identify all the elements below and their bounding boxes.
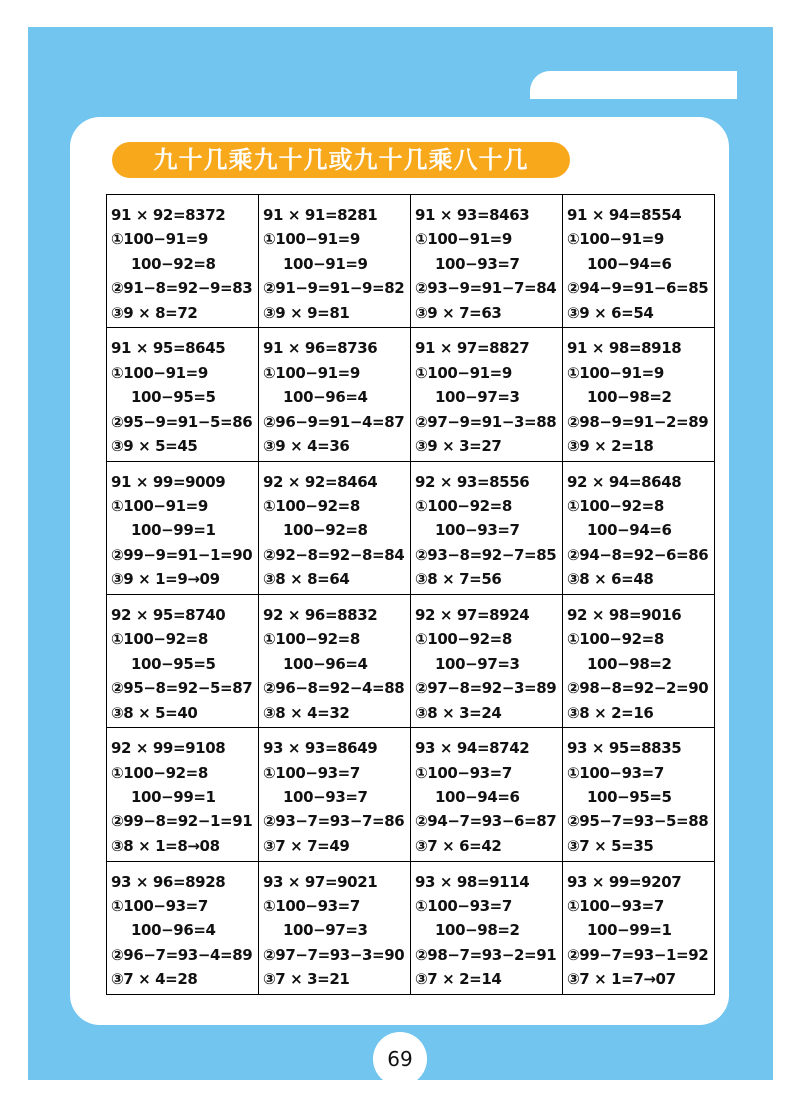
problem-cell (107, 328, 259, 461)
step-two: ②99−8=92−1=91 (111, 812, 253, 831)
step-one-a: ①100−91=9 (567, 363, 664, 382)
step-one-a: ①100−91=9 (111, 230, 208, 249)
step-two: ②93−9=91−7=84 (415, 279, 557, 298)
step-one-b: 100−94=6 (587, 254, 672, 273)
step-one-a: ①100−91=9 (111, 497, 208, 516)
step-three: ③9 × 7=63 (415, 303, 502, 322)
problem-equation: 93 × 98=9114 (415, 872, 530, 891)
problem-grid (106, 194, 715, 995)
step-three: ③9 × 1=9→09 (111, 570, 220, 589)
step-one-a: ①100−93=7 (111, 897, 208, 916)
grid-row (107, 461, 715, 594)
problem-cell (259, 728, 411, 861)
step-one-b: 100−99=1 (131, 788, 216, 807)
step-two: ②94−7=93−6=87 (415, 812, 557, 831)
step-three: ③8 × 7=56 (415, 570, 502, 589)
step-two: ②91−8=92−9=83 (111, 279, 253, 298)
step-one-a: ①100−92=8 (415, 630, 512, 649)
step-one-b: 100−95=5 (131, 388, 216, 407)
step-one-b: 100−94=6 (435, 788, 520, 807)
problem-cell (107, 728, 259, 861)
grid-row (107, 195, 715, 328)
step-one-b: 100−97=3 (435, 654, 520, 673)
problem-equation: 91 × 96=8736 (263, 339, 378, 358)
step-three: ③9 × 5=45 (111, 436, 198, 455)
problem-equation: 92 × 95=8740 (111, 605, 226, 624)
step-one-a: ①100−93=7 (263, 897, 360, 916)
step-one-a: ①100−92=8 (415, 497, 512, 516)
step-three: ③7 × 5=35 (567, 836, 654, 855)
problem-cell (259, 861, 411, 994)
problem-equation: 93 × 96=8928 (111, 872, 226, 891)
problem-cell (411, 594, 563, 727)
step-three: ③9 × 4=36 (263, 436, 350, 455)
step-one-a: ①100−92=8 (567, 497, 664, 516)
step-two: ②97−8=92−3=89 (415, 679, 557, 698)
step-two: ②96−8=92−4=88 (263, 679, 405, 698)
step-three: ③9 × 8=72 (111, 303, 198, 322)
step-one-a: ①100−93=7 (415, 897, 512, 916)
step-three: ③9 × 9=81 (263, 303, 350, 322)
step-one-b: 100−95=5 (131, 654, 216, 673)
problem-cell (411, 328, 563, 461)
step-two: ②95−8=92−5=87 (111, 679, 253, 698)
step-two: ②92−8=92−8=84 (263, 545, 405, 564)
problem-equation: 92 × 98=9016 (567, 605, 682, 624)
step-two: ②96−7=93−4=89 (111, 945, 253, 964)
problem-cell (107, 461, 259, 594)
problem-equation: 92 × 92=8464 (263, 472, 378, 491)
problem-equation: 91 × 97=8827 (415, 339, 530, 358)
step-one-a: ①100−93=7 (567, 763, 664, 782)
problem-equation: 92 × 99=9108 (111, 739, 226, 758)
step-three: ③9 × 6=54 (567, 303, 654, 322)
problem-cell (563, 594, 715, 727)
problem-cell (411, 195, 563, 328)
problem-equation: 91 × 93=8463 (415, 206, 530, 224)
step-three: ③9 × 3=27 (415, 436, 502, 455)
problem-grid-body (107, 195, 715, 995)
problem-cell (259, 328, 411, 461)
problem-equation: 93 × 93=8649 (263, 739, 378, 758)
problem-cell (563, 461, 715, 594)
problem-equation: 93 × 95=8835 (567, 739, 682, 758)
step-two: ②98−8=92−2=90 (567, 679, 709, 698)
problem-equation: 91 × 99=9009 (111, 472, 226, 491)
step-two: ②98−7=93−2=91 (415, 945, 557, 964)
step-one-b: 100−93=7 (283, 788, 368, 807)
problem-equation: 91 × 95=8645 (111, 339, 226, 358)
step-three: ③8 × 1=8→08 (111, 836, 220, 855)
step-two: ②99−9=91−1=90 (111, 545, 253, 564)
step-one-a: ①100−93=7 (415, 763, 512, 782)
step-two: ②95−7=93−5=88 (567, 812, 709, 831)
step-two: ②93−8=92−7=85 (415, 545, 557, 564)
step-one-b: 100−96=4 (283, 654, 368, 673)
step-three: ③8 × 3=24 (415, 703, 502, 722)
grid-row (107, 861, 715, 994)
step-three: ③8 × 4=32 (263, 703, 350, 722)
step-one-a: ①100−93=7 (263, 763, 360, 782)
step-three: ③9 × 2=18 (567, 436, 654, 455)
step-two: ②97−9=91−3=88 (415, 412, 557, 431)
step-three: ③8 × 2=16 (567, 703, 654, 722)
step-one-b: 100−98=2 (587, 654, 672, 673)
problem-cell (259, 461, 411, 594)
step-one-b: 100−92=8 (283, 521, 368, 540)
problem-cell (563, 728, 715, 861)
step-one-a: ①100−91=9 (263, 363, 360, 382)
step-one-b: 100−98=2 (587, 388, 672, 407)
grid-row (107, 728, 715, 861)
step-one-a: ①100−92=8 (111, 763, 208, 782)
step-one-a: ①100−91=9 (111, 363, 208, 382)
page-title: 九十几乘九十几或九十几乘八十几 (112, 142, 570, 178)
problem-cell (107, 195, 259, 328)
step-one-b: 100−98=2 (435, 921, 520, 940)
step-one-a: ①100−92=8 (263, 497, 360, 516)
step-one-a: ①100−93=7 (567, 897, 664, 916)
problem-equation: 92 × 96=8832 (263, 605, 378, 624)
problem-equation: 93 × 99=9207 (567, 872, 682, 891)
problem-cell (107, 861, 259, 994)
problem-equation: 91 × 98=8918 (567, 339, 682, 358)
grid-row (107, 594, 715, 727)
step-one-b: 100−91=9 (283, 254, 368, 273)
step-three: ③8 × 8=64 (263, 570, 350, 589)
step-three: ③7 × 2=14 (415, 970, 502, 989)
problem-cell (563, 861, 715, 994)
step-two: ②94−9=91−6=85 (567, 279, 709, 298)
step-one-a: ①100−91=9 (263, 230, 360, 249)
step-two: ②95−9=91−5=86 (111, 412, 253, 431)
problem-equation: 93 × 94=8742 (415, 739, 530, 758)
page-number: 69 (373, 1032, 427, 1086)
step-one-b: 100−93=7 (435, 521, 520, 540)
step-one-a: ①100−92=8 (111, 630, 208, 649)
step-one-a: ①100−92=8 (263, 630, 360, 649)
step-two: ②98−9=91−2=89 (567, 412, 709, 431)
step-two: ②93−7=93−7=86 (263, 812, 405, 831)
problem-cell (411, 728, 563, 861)
decorative-tab (530, 71, 737, 99)
grid-row (107, 328, 715, 461)
step-one-b: 100−99=1 (131, 521, 216, 540)
problem-cell (259, 594, 411, 727)
problem-cell (563, 195, 715, 328)
step-one-b: 100−96=4 (283, 388, 368, 407)
step-three: ③7 × 7=49 (263, 836, 350, 855)
step-one-b: 100−92=8 (131, 254, 216, 273)
step-one-b: 100−97=3 (283, 921, 368, 940)
step-two: ②94−8=92−6=86 (567, 545, 709, 564)
step-one-a: ①100−91=9 (415, 363, 512, 382)
problem-equation: 91 × 91=8281 (263, 206, 378, 224)
step-three: ③8 × 6=48 (567, 570, 654, 589)
step-two: ②99−7=93−1=92 (567, 945, 709, 964)
step-one-b: 100−94=6 (587, 521, 672, 540)
problem-cell (411, 461, 563, 594)
problem-cell (411, 861, 563, 994)
step-one-a: ①100−91=9 (567, 230, 664, 249)
step-three: ③7 × 3=21 (263, 970, 350, 989)
problem-equation: 93 × 97=9021 (263, 872, 378, 891)
step-three: ③8 × 5=40 (111, 703, 198, 722)
step-one-a: ①100−92=8 (567, 630, 664, 649)
problem-equation: 92 × 97=8924 (415, 605, 530, 624)
problem-equation: 91 × 94=8554 (567, 206, 682, 224)
step-one-b: 100−93=7 (435, 254, 520, 273)
step-one-b: 100−97=3 (435, 388, 520, 407)
problem-cell (259, 195, 411, 328)
step-one-a: ①100−91=9 (415, 230, 512, 249)
step-one-b: 100−99=1 (587, 921, 672, 940)
problem-equation: 92 × 93=8556 (415, 472, 530, 491)
problem-equation: 91 × 92=8372 (111, 206, 226, 224)
step-two: ②97−7=93−3=90 (263, 945, 405, 964)
problem-cell (563, 328, 715, 461)
step-two: ②96−9=91−4=87 (263, 412, 405, 431)
step-two: ②91−9=91−9=82 (263, 279, 405, 298)
step-one-b: 100−96=4 (131, 921, 216, 940)
problem-cell (107, 594, 259, 727)
step-three: ③7 × 1=7→07 (567, 970, 676, 989)
step-three: ③7 × 4=28 (111, 970, 198, 989)
step-one-b: 100−95=5 (587, 788, 672, 807)
problem-equation: 92 × 94=8648 (567, 472, 682, 491)
step-three: ③7 × 6=42 (415, 836, 502, 855)
